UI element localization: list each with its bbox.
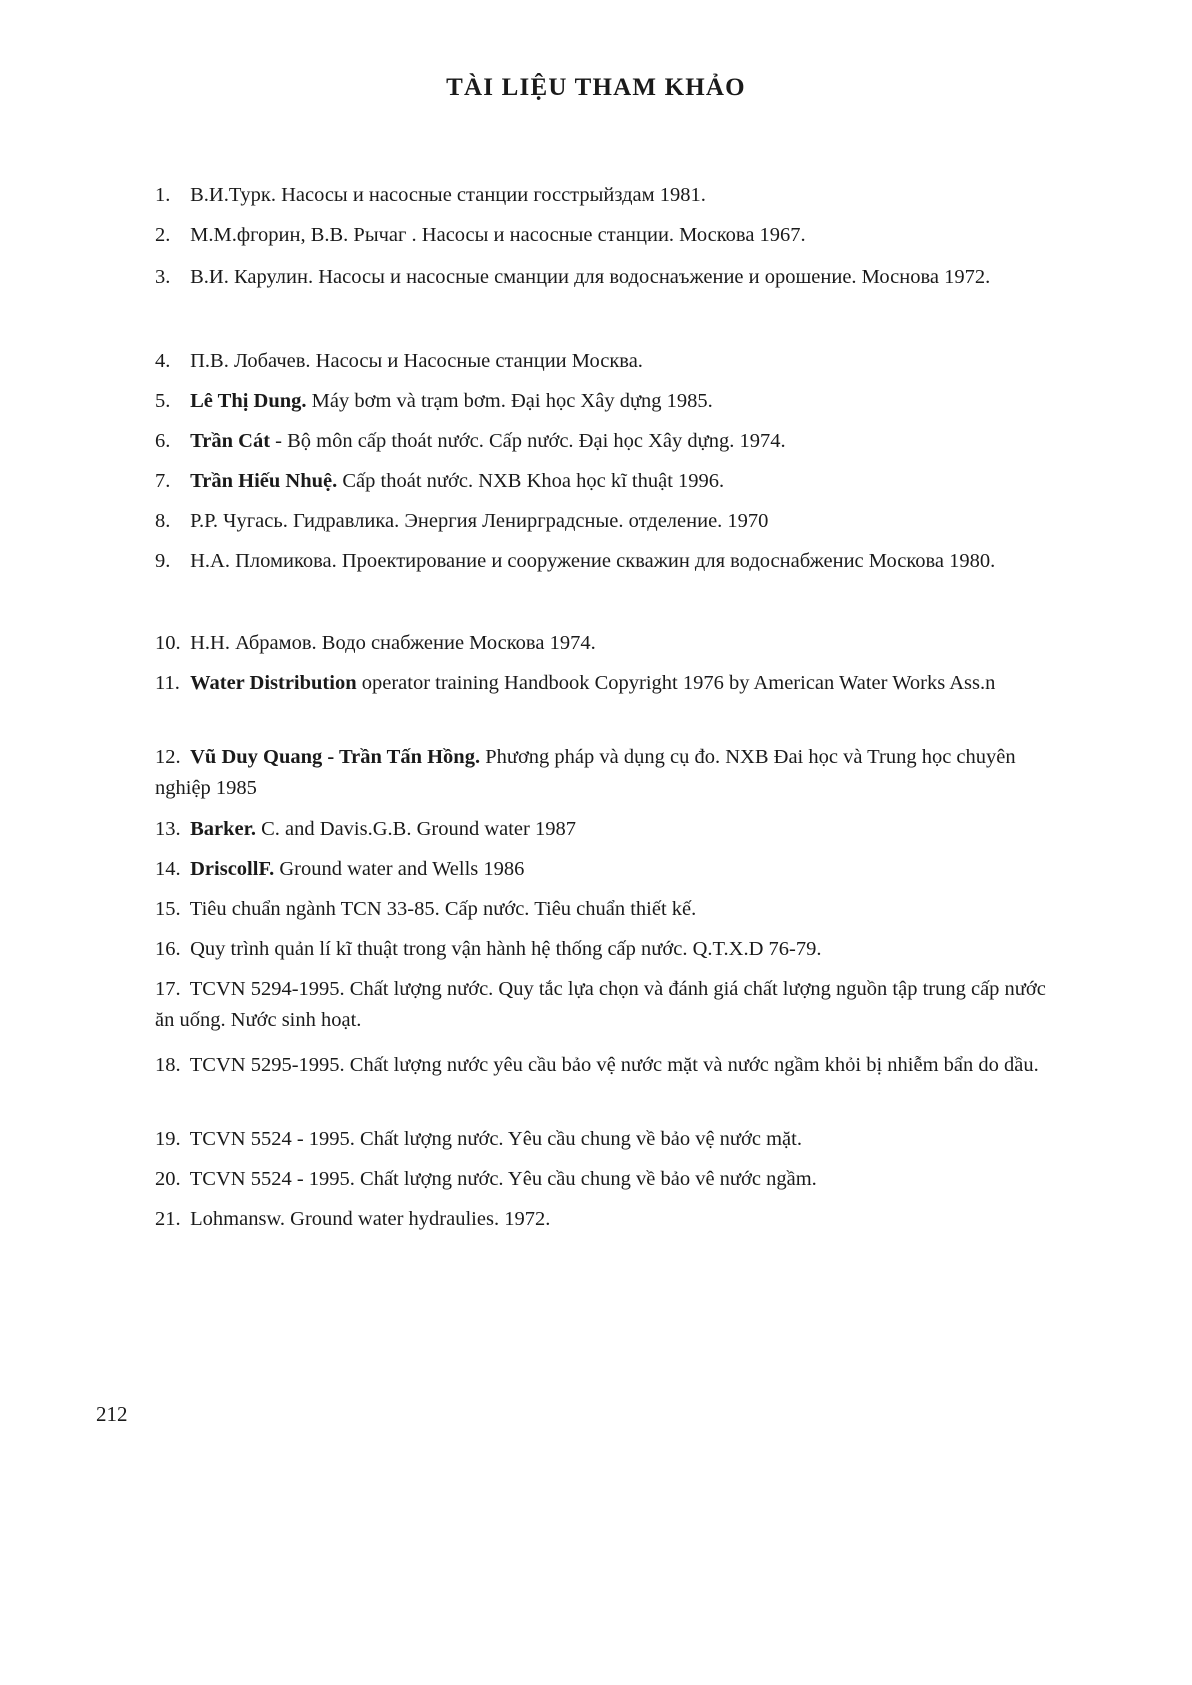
reference-number: 14. (155, 858, 181, 880)
reference-item (155, 814, 1055, 845)
reference-number: 9. (155, 550, 171, 572)
reference-item (155, 546, 1055, 577)
reference-number: 3. (155, 266, 171, 288)
reference-text: Cấp thoát nước. NXB Khoa học kĩ thuật 1996. (337, 470, 725, 492)
reference-item (155, 668, 1055, 699)
reference-text: В.И.Турк. Насосы и насосные станции госстрыйздам 1981. (190, 184, 706, 206)
reference-text: Н.Н. Абрамов. Водо снабжение Москова 1974. (190, 632, 596, 654)
reference-text: Quy trình quản lí kĩ thuật trong vận hành hệ thống cấp nước. Q.T.X.D 76-79. (190, 938, 822, 960)
reference-number: 2. (155, 224, 171, 246)
reference-text: Н.А. Пломикова. Проектирование и сооружение скважин для водоснабженис Москова 1980. (190, 550, 996, 572)
reference-author: DriscollF. (190, 858, 275, 880)
reference-text: - Bộ môn cấp thoát nước. Cấp nước. Đại học Xây dựng. 1974. (270, 430, 786, 452)
reference-text: Lohmansw. Ground water hydraulies. 1972. (190, 1208, 551, 1230)
reference-item (155, 180, 1055, 211)
reference-text: TCVN 5294-1995. Chất lượng nước. Quy tắc lựa chọn và đánh giá chất lượng nguồn tập trung cấp nước ăn uống. Nước sinh hoạt. (155, 978, 1046, 1031)
reference-number: 13. (155, 818, 181, 840)
reference-item (155, 854, 1055, 885)
reference-item (155, 346, 1055, 377)
reference-item (155, 1124, 1055, 1155)
reference-text: В.И. Карулин. Насосы и насосные сманции для водоснаъжение и орошение. Моснова 1972. (190, 266, 991, 288)
reference-number: 16. (155, 938, 181, 960)
reference-text: TCVN 5524 - 1995. Chất lượng nước. Yêu cầu chung về bảo vệ nước mặt. (189, 1128, 802, 1150)
reference-text: П.В. Лобачев. Насосы и Насосные станции Москва. (190, 350, 643, 372)
reference-text: Ground water and Wells 1986 (274, 858, 525, 880)
reference-number: 11. (155, 672, 180, 694)
reference-author: Lê Thị Dung. (190, 390, 307, 412)
reference-item (155, 506, 1055, 537)
reference-author: Vũ Duy Quang - Trần Tấn Hồng. (190, 746, 481, 768)
page-number: 212 (96, 1402, 128, 1426)
reference-item (155, 386, 1055, 417)
reference-number: 21. (155, 1208, 181, 1230)
reference-item (155, 262, 1055, 293)
reference-number: 18. (155, 1054, 181, 1076)
reference-text: Phương pháp và dụng cụ đo. NXB Đai học và Trung học chuyên nghiệp 1985 (155, 746, 1016, 799)
reference-item (155, 974, 1055, 1036)
reference-number: 15. (155, 898, 181, 920)
reference-item (155, 894, 1055, 925)
reference-item (155, 628, 1055, 659)
page-title: TÀI LIỆU THAM KHẢO (446, 74, 746, 101)
reference-author: Trần Hiếu Nhuệ. (190, 470, 338, 492)
reference-text: М.М.фгорин, В.В. Рычаг . Насосы и насосные станции. Москова 1967. (190, 224, 806, 246)
reference-item (155, 466, 1055, 497)
reference-number: 20. (155, 1168, 181, 1190)
reference-item (155, 934, 1055, 965)
reference-item (155, 220, 1055, 251)
reference-author: Barker. (190, 818, 256, 840)
reference-item (155, 742, 1055, 804)
reference-number: 10. (155, 632, 181, 654)
reference-author: Water Distribution (190, 672, 357, 694)
reference-text: Máy bơm và trạm bơm. Đại học Xây dựng 1985. (306, 390, 713, 412)
reference-text: TCVN 5524 - 1995. Chất lượng nước. Yêu cầu chung về bảo vê nước ngầm. (189, 1168, 817, 1190)
reference-text: Tiêu chuẩn ngành TCN 33-85. Cấp nước. Tiêu chuẩn thiết kế. (189, 898, 697, 920)
reference-number: 17. (155, 978, 181, 1000)
reference-number: 8. (155, 510, 171, 532)
reference-text: C. and Davis.G.B. Ground water 1987 (256, 818, 576, 840)
reference-number: 4. (155, 350, 171, 372)
reference-text: TCVN 5295-1995. Chất lượng nước yêu cầu bảo vệ nước mặt và nước ngầm khỏi bị nhiễm bẩn do dầu. (189, 1054, 1039, 1076)
reference-number: 6. (155, 430, 171, 452)
reference-item (155, 426, 1055, 457)
reference-number: 7. (155, 470, 171, 492)
reference-text: operator training Handbook Copyright 1976 by American Water Works Ass.n (356, 672, 996, 694)
reference-item (155, 1050, 1055, 1081)
reference-author: Trần Cát (190, 430, 271, 452)
reference-text: Р.Р. Чугась. Гидравлика. Энергия Ленирградсные. отделение. 1970 (190, 510, 769, 532)
reference-item (155, 1204, 1055, 1235)
reference-number: 5. (155, 390, 171, 412)
reference-number: 1. (155, 184, 171, 206)
reference-number: 19. (155, 1128, 181, 1150)
reference-number: 12. (155, 746, 181, 768)
reference-item (155, 1164, 1055, 1195)
